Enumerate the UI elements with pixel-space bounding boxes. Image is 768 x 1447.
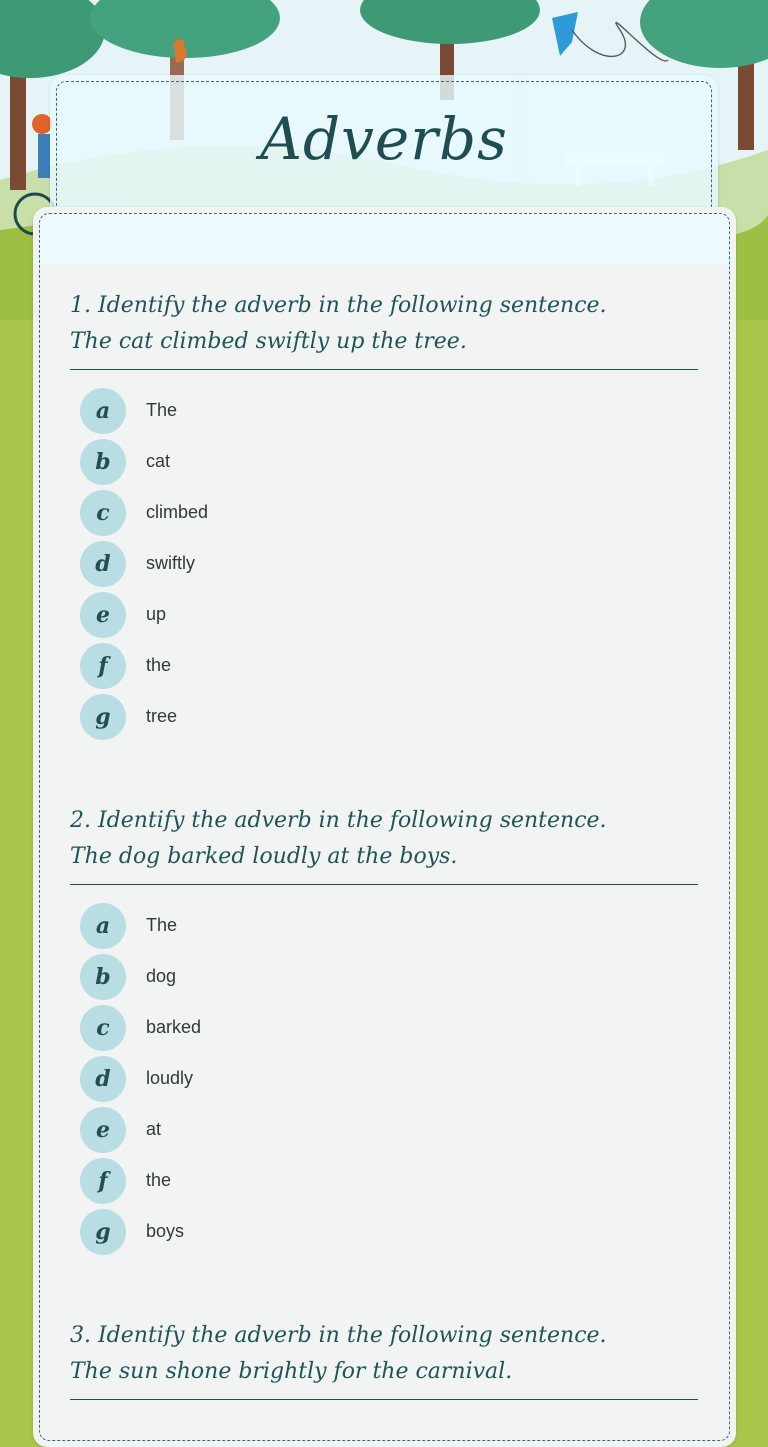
question-sentence: The cat climbed swiftly up the tree. xyxy=(70,329,467,354)
question-text: 2. Identify the adverb in the following sentence. xyxy=(70,808,607,833)
option-label: up xyxy=(146,604,167,624)
option-label: the xyxy=(146,655,172,675)
option-letter: g xyxy=(80,1209,126,1255)
option-label: barked xyxy=(146,1017,202,1037)
question-prompt xyxy=(70,1318,698,1400)
option-letter: e xyxy=(80,592,126,638)
option-a[interactable] xyxy=(70,900,698,951)
question-prompt xyxy=(70,288,698,370)
option-letter: g xyxy=(80,694,126,740)
option-letter: b xyxy=(80,439,126,485)
question-text: 1. Identify the adverb in the following sentence. xyxy=(70,293,607,318)
option-letter: f xyxy=(80,1158,126,1204)
question-sentence: The dog barked loudly at the boys. xyxy=(70,844,458,869)
option-d[interactable] xyxy=(70,538,698,589)
option-label: swiftly xyxy=(146,553,195,573)
option-label: climbed xyxy=(146,502,209,522)
option-label: tree xyxy=(146,706,178,726)
option-letter: a xyxy=(80,388,126,434)
option-a[interactable] xyxy=(70,385,698,436)
option-e[interactable] xyxy=(70,589,698,640)
option-f[interactable] xyxy=(70,640,698,691)
question-3 xyxy=(70,1318,698,1400)
option-c[interactable] xyxy=(70,487,698,538)
option-label: the xyxy=(146,1170,172,1190)
question-prompt xyxy=(70,803,698,885)
question-2 xyxy=(70,803,698,1257)
worksheet-card xyxy=(33,207,736,1447)
option-f[interactable] xyxy=(70,1155,698,1206)
question-text: 3. Identify the adverb in the following sentence. xyxy=(70,1323,607,1348)
option-letter: c xyxy=(80,490,126,536)
option-letter: a xyxy=(80,903,126,949)
option-letter: e xyxy=(80,1107,126,1153)
option-label: The xyxy=(146,400,178,420)
question-sentence: The sun shone brightly for the carnival. xyxy=(70,1359,513,1384)
card-header-band xyxy=(39,213,730,265)
option-c[interactable] xyxy=(70,1002,698,1053)
option-d[interactable] xyxy=(70,1053,698,1104)
option-letter: f xyxy=(80,643,126,689)
option-label: boys xyxy=(146,1221,185,1241)
option-g[interactable] xyxy=(70,691,698,742)
option-g[interactable] xyxy=(70,1206,698,1257)
option-letter: b xyxy=(80,954,126,1000)
option-label: cat xyxy=(146,451,171,471)
option-label: The xyxy=(146,915,178,935)
option-letter: d xyxy=(80,1056,126,1102)
question-1 xyxy=(70,288,698,742)
option-letter: c xyxy=(80,1005,126,1051)
option-label: dog xyxy=(146,966,177,986)
option-e[interactable] xyxy=(70,1104,698,1155)
answer-options xyxy=(70,900,698,1257)
option-label: at xyxy=(146,1119,162,1139)
page-title: Adverbs xyxy=(260,105,508,173)
option-label: loudly xyxy=(146,1068,194,1088)
option-letter: d xyxy=(80,541,126,587)
option-b[interactable] xyxy=(70,436,698,487)
option-b[interactable] xyxy=(70,951,698,1002)
answer-options xyxy=(70,385,698,742)
title-card xyxy=(50,75,718,225)
